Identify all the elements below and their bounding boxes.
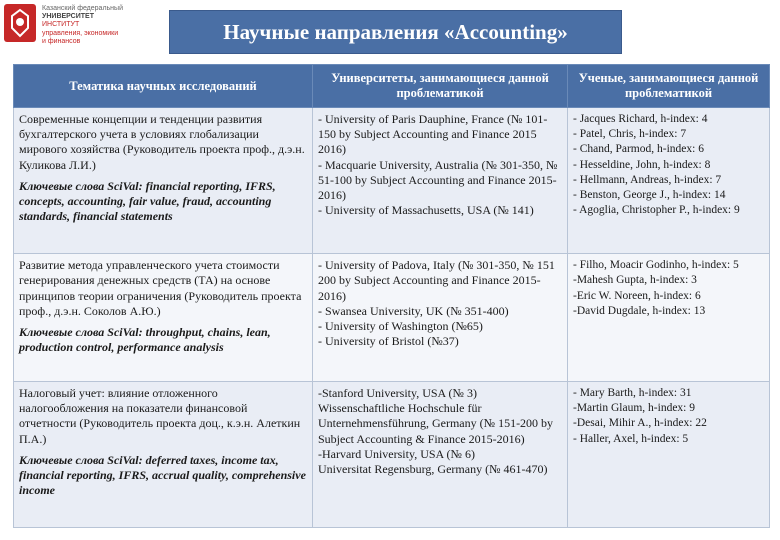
header-universities: Университеты, занимающиеся данной проблематикой — [313, 65, 568, 108]
title-banner — [169, 10, 622, 54]
keywords-text: Ключевые слова SciVal: financial reporting, IFRS, concepts, accounting, fair value, fraud, accounting standards, financial statements — [19, 178, 276, 224]
university-emblem-icon — [4, 4, 36, 42]
universities-cell — [313, 108, 568, 254]
logo-line-2: УНИВЕРСИТЕТ — [42, 13, 94, 21]
table-row — [14, 381, 770, 527]
university-item: - Swansea University, UK (№ 351-400) — [318, 303, 509, 318]
institute-logo — [4, 4, 154, 60]
keywords-text: Ключевые слова SciVal: deferred taxes, income tax, financial reporting, IFRS, accrual quality, comprehensive income — [19, 452, 306, 498]
scientist-item: - Chand, Parmod, h-index: 6 — [573, 143, 704, 156]
university-item: Universitat Regensburg, Germany (№ 461-470) — [318, 461, 548, 476]
university-item: -Harvard University, USA (№ 6) — [318, 446, 475, 461]
university-item: -Stanford University, USA (№ 3) — [318, 385, 477, 400]
scientist-item: -Martin Glaum, h-index: 9 — [573, 402, 696, 415]
table-row — [14, 254, 770, 382]
logo-line-4: управления, экономики — [42, 29, 119, 37]
scientist-item: - Filho, Moacir Godinho, h-index: 5 — [573, 259, 739, 272]
universities-cell — [313, 381, 568, 527]
university-item: - University of Bristol (№37) — [318, 334, 459, 349]
table-header-row — [14, 65, 770, 108]
scientists-cell — [568, 254, 770, 382]
scientist-item: - Agoglia, Christopher P., h-index: 9 — [573, 204, 740, 217]
university-item: - University of Washington (№65) — [318, 318, 483, 333]
header-topics: Тематика научных исследований — [14, 65, 313, 108]
university-item: Wissenschaftliche Hochschule für Unternehmensführung, Germany (№ 151-200 by Subject Accounting & Finance 2015-2016) — [318, 401, 554, 446]
topic-cell — [14, 254, 313, 382]
university-item: - University of Massachusetts, USA (№ 141) — [318, 203, 534, 218]
scientist-item: - Patel, Chris, h-index: 7 — [573, 128, 687, 141]
keywords-text: Ключевые слова SciVal: throughput, chains, lean, production control, performance analysis — [19, 324, 271, 355]
scientist-item: - Hellmann, Andreas, h-index: 7 — [573, 173, 722, 186]
university-item: - Macquarie University, Australia (№ 301-350, № 51-100 by Subject Accounting and Finance 2015-2016) — [318, 157, 558, 203]
topic-text: Современные концепции и тенденции развития бухгалтерского учета в условиях глобализации мирового хозяйства (Руководитель проекта проф., д.э.н. Куликова Л.И.) — [19, 112, 305, 172]
logo-line-1: Казанский федеральный — [42, 5, 123, 12]
topic-text: Налоговый учет: влияние отложенного налогообложения на показатели финансовой отчетности (Руководитель проекта доц., к.э.н. Алеткин П.А.) — [19, 385, 301, 446]
topic-cell — [14, 108, 313, 254]
scientist-item: - Jacques Richard, h-index: 4 — [573, 113, 708, 125]
scientist-item: - Mary Barth, h-index: 31 — [573, 386, 692, 399]
scientist-item: -Desai, Mihir A., h-index: 22 — [573, 417, 707, 430]
scientists-cell — [568, 381, 770, 527]
university-item: - University of Padova, Italy (№ 301-350, № 151 200 by Subject Accounting and Finance 2015-2016) — [318, 258, 555, 303]
scientist-item: - Haller, Axel, h-index: 5 — [573, 432, 689, 445]
logo-line-5: и финансов — [42, 37, 81, 45]
header-scientists: Ученые, занимающиеся данной проблематикой — [568, 65, 770, 108]
topic-text: Развитие метода управленческого учета стоимости генерирования денежных средств (ТА) на основе принципов теории ограничения (Руководитель проекта проф., д.э.н. Соколов А.Ю.) — [19, 258, 302, 318]
research-table — [13, 64, 770, 528]
university-item: - University of Paris Dauphine, France (№ 101-150 by Subject Accounting and Finance 2015 2016) — [318, 112, 548, 157]
table-row — [14, 108, 770, 254]
scientist-item: - Benston, George J., h-index: 14 — [573, 189, 726, 202]
topic-cell — [14, 381, 313, 527]
scientist-item: -Eric W. Noreen, h-index: 6 — [573, 289, 701, 302]
scientist-item: -David Dugdale, h-index: 13 — [573, 304, 706, 317]
scientists-cell — [568, 108, 770, 254]
scientist-item: -Mahesh Gupta, h-index: 3 — [573, 274, 697, 287]
logo-line-3: ИНСТИТУТ — [42, 21, 80, 29]
page-title: Научные направления «Accounting» — [223, 19, 568, 44]
scientist-item: - Hesseldine, John, h-index: 8 — [573, 158, 711, 171]
universities-cell — [313, 254, 568, 382]
